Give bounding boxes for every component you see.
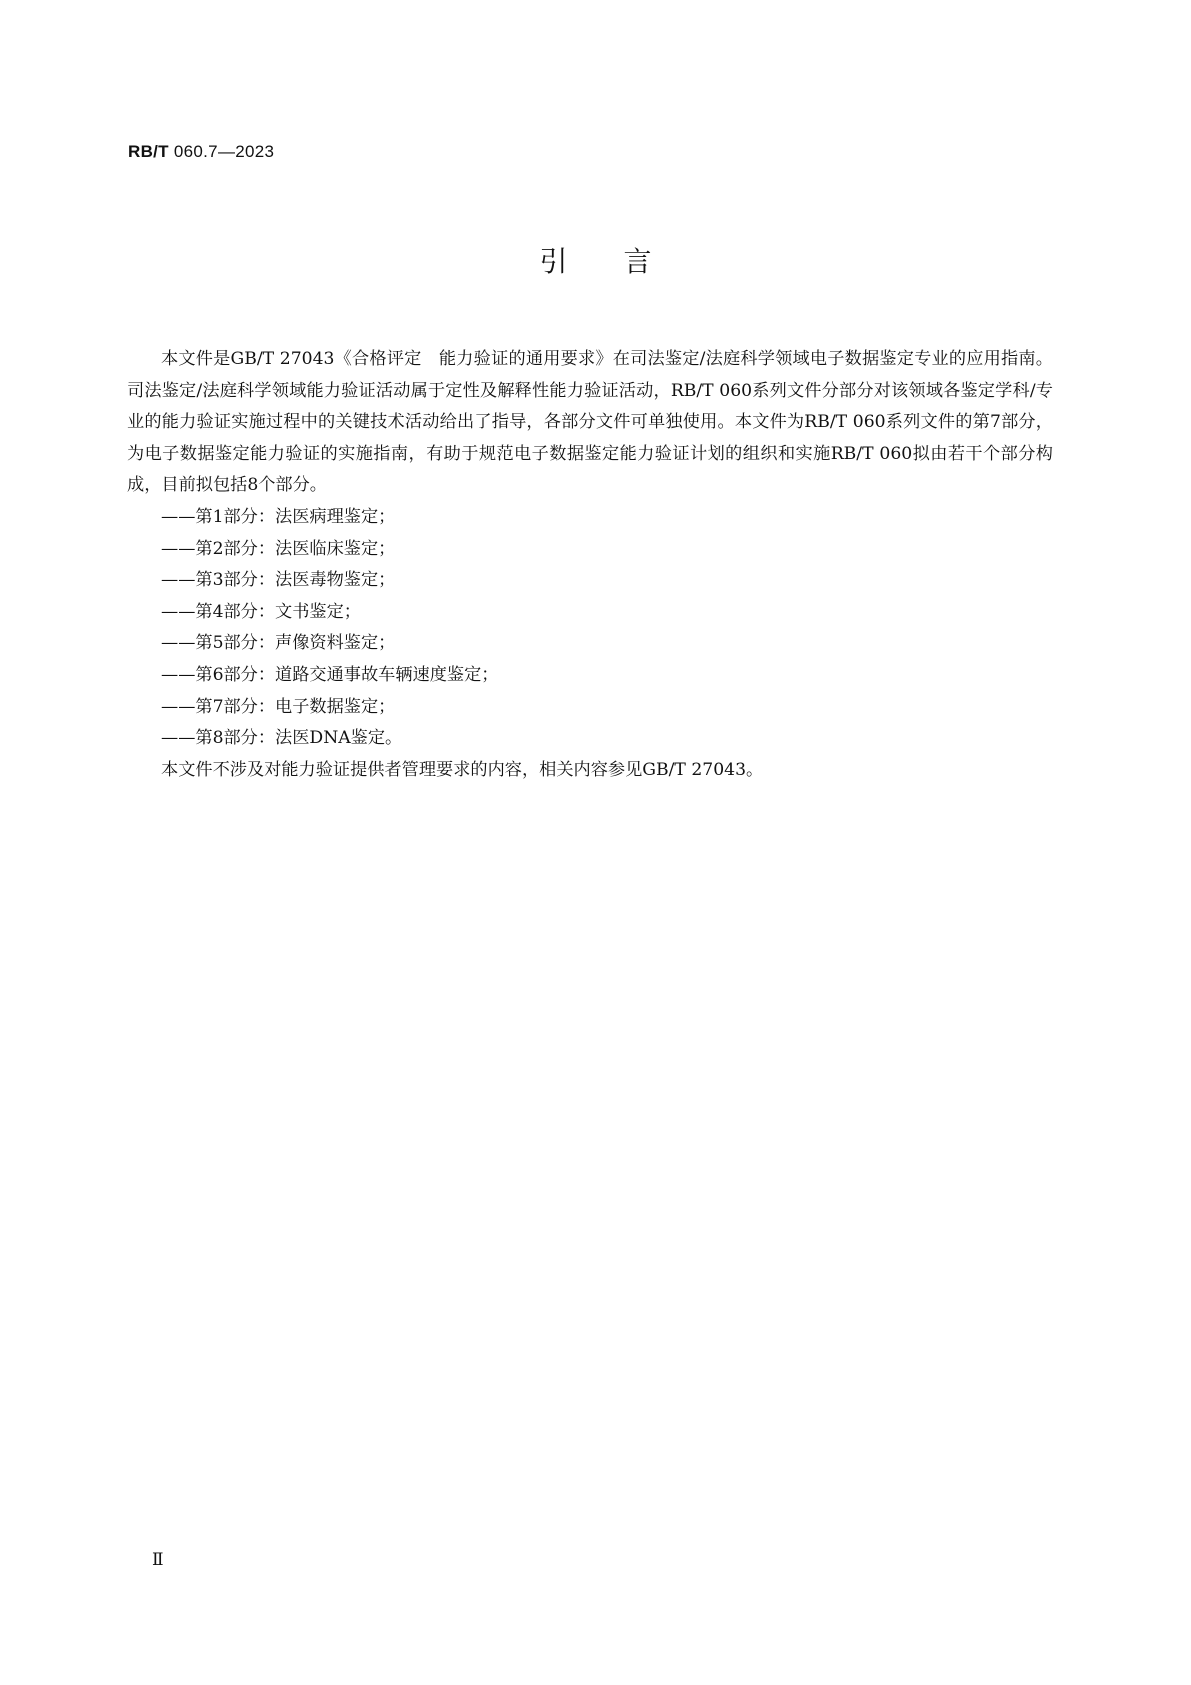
list-item-part-6: ——第6部分：道路交通事故车辆速度鉴定； (161, 664, 499, 685)
page-title-char-2: 言 (623, 245, 652, 278)
list-item-part-4: ——第4部分：文书鉴定； (161, 601, 361, 622)
list-item-part-8: ——第8部分：法医DNA鉴定。 (161, 728, 403, 749)
parts-list (127, 502, 1053, 755)
list-item-part-2: ——第2部分：法医临床鉴定； (161, 538, 396, 559)
list-item-part-3: ——第3部分：法医毒物鉴定； (161, 570, 396, 591)
list-item-part-1: ——第1部分：法医病理鉴定； (161, 506, 396, 527)
page-title (0, 242, 1191, 282)
document-prefix: RB/T (128, 142, 169, 161)
page-title-char-1: 引 (539, 245, 568, 278)
document-identifier (128, 142, 274, 162)
introduction-body (127, 344, 1053, 786)
page-number: Ⅱ (152, 1550, 164, 1569)
document-number: 060.7—2023 (168, 142, 275, 161)
list-item-part-5: ——第5部分：声像资料鉴定； (161, 633, 396, 654)
intro-paragraph: 本文件是GB/T 27043《合格评定 能力验证的通用要求》在司法鉴定/法庭科学领域电子数据鉴定专业的应用指南。司法鉴定/法庭科学领域能力验证活动属于定性及解释性能力验证活动，RB/T 060系列文件分部分对该领域各鉴定学科/专业的能力验证实施过程中的关键技术活动给出了指导，各部分文件可单独使用。本文件为RB/T 060系列文件的第7部分，为电子数据鉴定能力验证的实施指南，有助于规范电子数据鉴定能力验证计划的组织和实施RB/T 060拟由若干个部分构成，目前拟包括8个部分。 (127, 349, 1053, 496)
list-item-part-7: ——第7部分：电子数据鉴定； (161, 696, 396, 717)
closing-paragraph: 本文件不涉及对能力验证提供者管理要求的内容，相关内容参见GB/T 27043。 (161, 759, 764, 780)
